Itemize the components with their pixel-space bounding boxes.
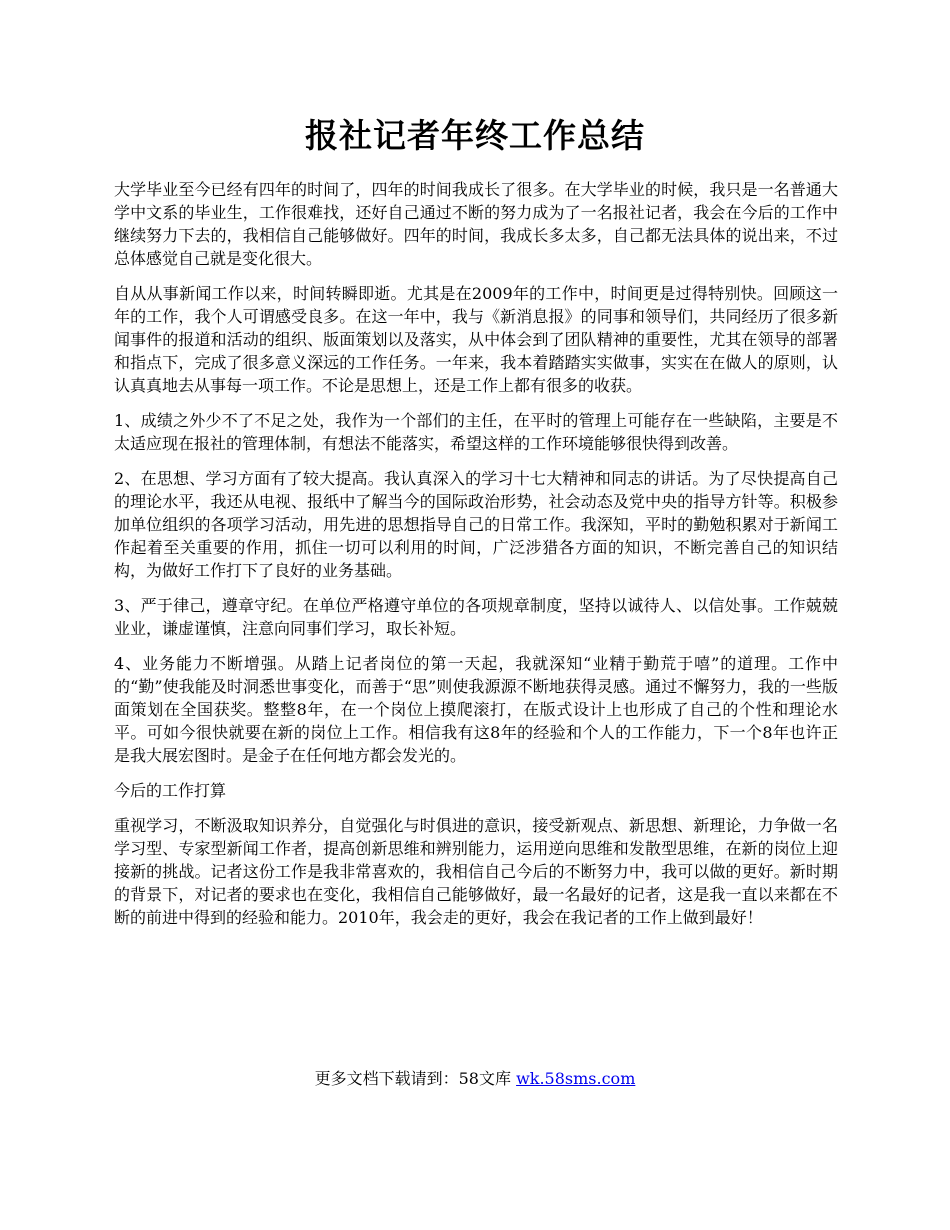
document-title: 报社记者年终工作总结 [305,116,645,155]
paragraph-plan: 重视学习，不断汲取知识养分，自觉强化与时俱进的意识，接受新观点、新思想、新理论，力争做一名学习型、专家型新闻工作者，提高创新思维和辨别能力，运用逆向思维和发散型思维，在新的岗位上迎接新的挑战。记者这份工作是我非常喜欢的，我相信自己今后的不断努力中，我可以做的更好。新时期的背景下，对记者的要求也在变化，我相信自己能够做好，最一名最好的记者，这是我一直以来都在不断的前进中得到的经验和能力。2010年，我会走的更好，我会在我记者的工作上做到最好！ [114,816,838,927]
paragraph-intro: 大学毕业至今已经有四年的时间了，四年的时间我成长了很多。在大学毕业的时候，我只是一名普通大学中文系的毕业生，工作很难找，还好自己通过不断的努力成为了一名报社记者，我会在今后的工作中继续努力下去的，我相信自己能够做好。四年的时间，我成长多太多，自己都无法具体的说出来，不过总体感觉自己就是变化很大。 [114,180,838,268]
paragraph-point-1: 1、成绩之外少不了不足之处，我作为一个部们的主任，在平时的管理上可能存在一些缺陷，主要是不太适应现在报社的管理体制，有想法不能落实，希望这样的工作环境能够很快得到改善。 [114,411,838,453]
download-link[interactable]: wk.58sms.com [516,1069,636,1088]
footer-text: 更多文档下载请到：58文库 [314,1069,517,1088]
paragraph-point-3: 3、严于律己，遵章守纪。在单位严格遵守单位的各项规章制度，坚持以诚待人、以信处事。工作兢兢业业，谦虚谨慎，注意向同事们学习，取长补短。 [114,596,838,638]
paragraph-point-4: 4、业务能力不断增强。从踏上记者岗位的第一天起，我就深知“业精于勤荒于嘻”的道理。工作中的“勤”使我能及时洞悉世事变化，而善于“思”则使我源源不断地获得灵感。通过不懈努力，我的一些版面策划在全国获奖。整整8年，在一个岗位上摸爬滚打，在版式设计上也形成了自己的个性和理论水平。可如今很快就要在新的岗位上工作。相信我有这8年的经验和个人的工作能力，下一个8年也许正是我大展宏图时。是金子在任何地方都会发光的。 [114,654,838,765]
paragraph-point-2: 2、在思想、学习方面有了较大提高。我认真深入的学习十七大精神和同志的讲话。为了尽快提高自己的理论水平，我还从电视、报纸中了解当今的国际政治形势，社会动态及党中央的指导方针等。积极参加单位组织的各项学习活动，用先进的思想指导自己的日常工作。我深知，平时的勤勉积累对于新闻工作起着至关重要的作用，抓住一切可以利用的时间，广泛涉猎各方面的知识，不断完善自己的知识结构，为做好工作打下了良好的业务基础。 [114,469,838,580]
section-heading-plan: 今后的工作打算 [114,781,227,800]
download-footer [0,1068,950,1090]
paragraph-review: 自从从事新闻工作以来，时间转瞬即逝。尤其是在2009年的工作中，时间更是过得特别快。回顾这一年的工作，我个人可谓感受良多。在这一年中，我与《新消息报》的同事和领导们，共同经历了很多新闻事件的报道和活动的组织、版面策划以及落实，从中体会到了团队精神的重要性，尤其在领导的部署和指点下，完成了很多意义深远的工作任务。一年来，我本着踏踏实实做事，实实在在做人的原则，认认真真地去从事每一项工作。不论是思想上，还是工作上都有很多的收获。 [114,284,838,395]
document-body [114,178,838,941]
